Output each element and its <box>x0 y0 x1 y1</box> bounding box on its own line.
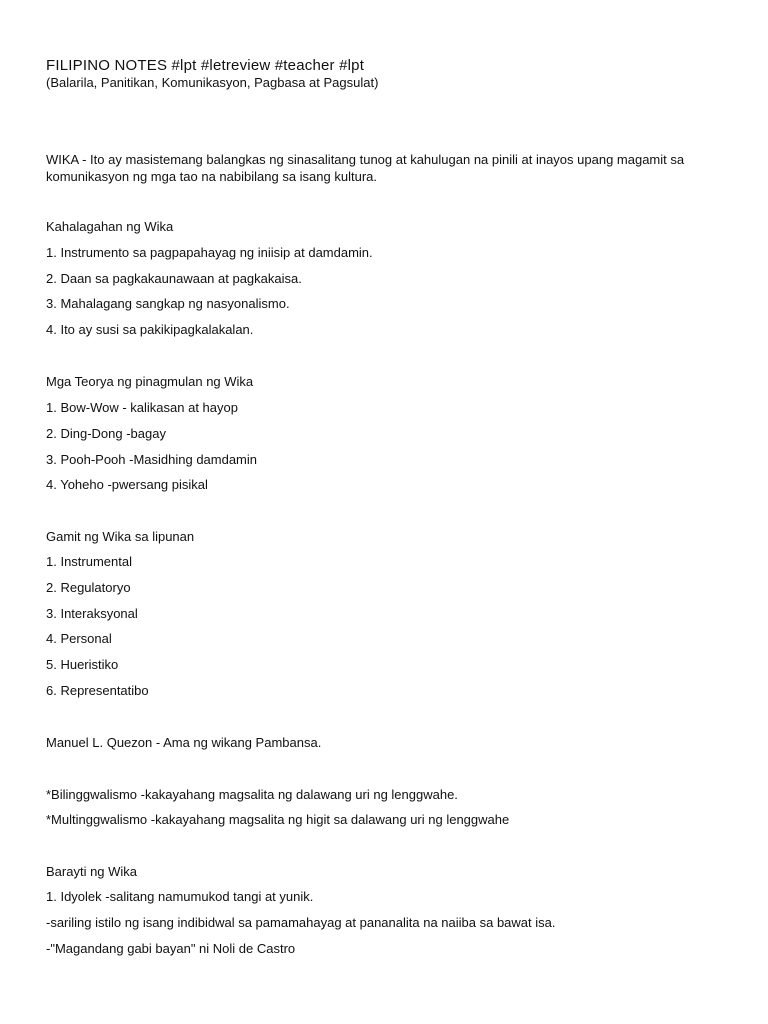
section-heading-barayti: Barayti ng Wika <box>46 864 138 879</box>
list-item: 2. Daan sa pagkakaunawaan at pagkakaisa. <box>46 271 302 286</box>
wika-definition: WIKA - Ito ay masistemang balangkas ng sinasalitang tunog at kahulugan na pinili at inayos upang magamit sa komunikasyon ng mga tao na nabibilang sa isang kultura. <box>46 152 685 184</box>
multinggwalismo-note: *Multinggwalismo -kakayahang magsalita ng higit sa dalawang uri ng lenggwahe <box>46 812 510 827</box>
list-item: 1. Idyolek -salitang namumukod tangi at yunik. <box>46 889 314 904</box>
document-subtitle: (Balarila, Panitikan, Komunikasyon, Pagbasa at Pagsulat) <box>46 75 379 90</box>
list-item: 3. Pooh-Pooh -Masidhing damdamin <box>46 452 258 467</box>
section-heading-teorya: Mga Teorya ng pinagmulan ng Wika <box>46 374 254 389</box>
list-item: 6. Representatibo <box>46 683 149 698</box>
list-item: 5. Hueristiko <box>46 657 119 672</box>
list-item: 3. Interaksyonal <box>46 606 138 621</box>
list-item: 4. Personal <box>46 631 112 646</box>
list-item: 3. Mahalagang sangkap ng nasyonalismo. <box>46 296 290 311</box>
list-item: 2. Regulatoryo <box>46 580 131 595</box>
list-item: 1. Instrumento sa pagpapahayag ng iniisip at damdamin. <box>46 245 373 260</box>
list-item: 2. Ding-Dong -bagay <box>46 426 166 441</box>
list-item: 1. Bow-Wow - kalikasan at hayop <box>46 400 238 415</box>
document-title: FILIPINO NOTES #lpt #letreview #teacher #lpt <box>46 57 365 74</box>
list-item: -sariling istilo ng isang indibidwal sa pamamahayag at pananalita na naiiba sa bawat isa. <box>46 915 556 930</box>
list-item: 1. Instrumental <box>46 554 132 569</box>
quezon-note: Manuel L. Quezon - Ama ng wikang Pambansa. <box>46 735 322 750</box>
list-item: -"Magandang gabi bayan" ni Noli de Castro <box>46 941 296 956</box>
bilinggwalismo-note: *Bilinggwalismo -kakayahang magsalita ng dalawang uri ng lenggwahe. <box>46 787 458 802</box>
list-item: 4. Yoheho -pwersang pisikal <box>46 477 208 492</box>
list-item: 4. Ito ay susi sa pakikipagkalakalan. <box>46 322 254 337</box>
section-heading-gamit: Gamit ng Wika sa lipunan <box>46 529 195 544</box>
section-heading-kahalagahan: Kahalagahan ng Wika <box>46 219 174 234</box>
